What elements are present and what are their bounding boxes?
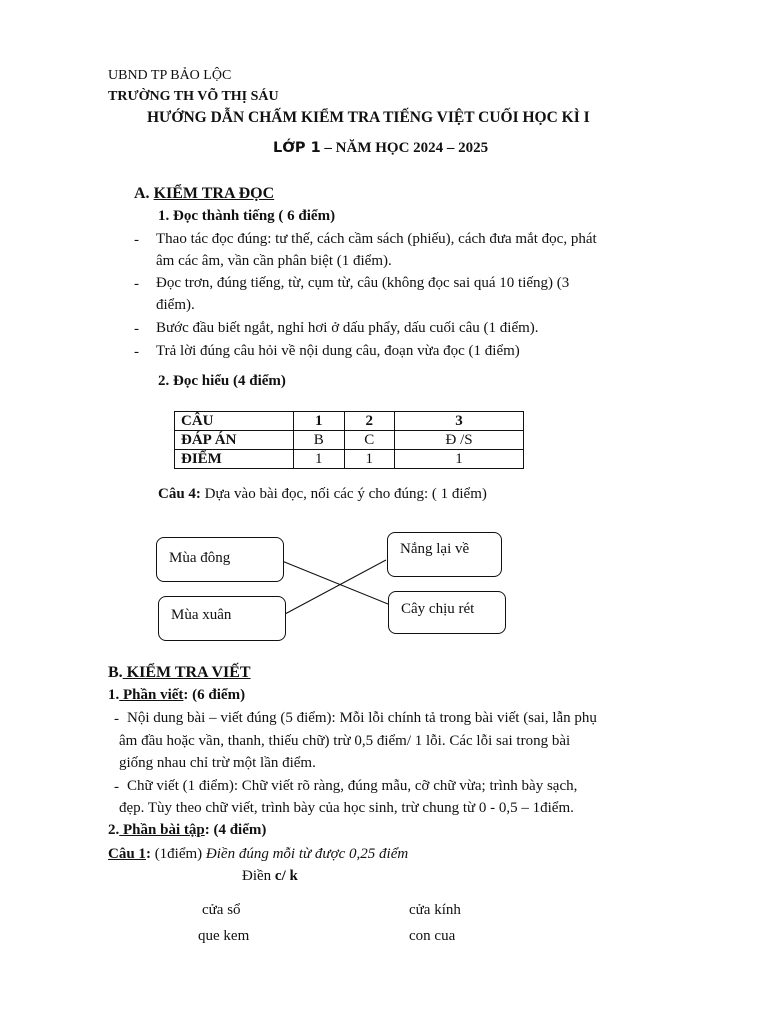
criterion-line: Trả lời đúng câu hỏi về nội dung câu, đoạn vừa đọc (1 điểm): [156, 343, 520, 359]
school-year: – NĂM HỌC 2024 – 2025: [320, 140, 489, 156]
match-box-text: Cây chịu rét: [401, 601, 475, 617]
grade-label: LỚP 1: [273, 140, 321, 156]
part-points: : (6 điểm): [183, 687, 246, 703]
bullet-dash: -: [114, 711, 119, 727]
criterion-line: Bước đầu biết ngắt, nghỉ hơi ở dấu phẩy, dấu cuối câu (1 điểm).: [156, 320, 539, 336]
question-1-label: Câu 1: [108, 846, 146, 862]
answer-word: que kem: [198, 928, 250, 944]
table-cell: C: [344, 431, 395, 450]
question-4-text: Dựa vào bài đọc, nối các ý cho đúng: ( 1 điểm): [200, 486, 487, 502]
criterion-line: âm các âm, vần cần phân biệt (1 điểm).: [156, 253, 392, 269]
table-cell: 1: [294, 412, 345, 431]
table-cell: 1: [344, 450, 395, 469]
match-box-left: [156, 537, 284, 582]
table-cell: ĐIỂM: [175, 450, 294, 469]
match-box-text: Mùa đông: [169, 550, 231, 566]
match-box-left: [158, 596, 286, 641]
criterion-line: Nội dung bài – viết đúng (5 điểm): Mỗi lỗi chính tả trong bài viết (sai, lẫn phụ: [127, 710, 597, 726]
table-cell: 1: [395, 450, 524, 469]
section-b-prefix: B.: [108, 664, 123, 681]
section-a-prefix: A.: [134, 185, 154, 202]
school-name: TRƯỜNG TH VÕ THỊ SÁU: [108, 89, 279, 104]
table-cell: 1: [294, 450, 345, 469]
fill-label: Điền: [242, 868, 275, 884]
reading-aloud-title: 1. Đọc thành tiếng ( 6 điểm): [158, 208, 336, 224]
document-title: HƯỚNG DẪN CHẤM KIỂM TRA TIẾNG VIỆT CUỐI HỌC KÌ I: [147, 109, 590, 126]
bullet-dash: -: [134, 321, 139, 337]
section-b-title: KIỂM TRA VIẾT: [122, 664, 251, 681]
bullet-dash: -: [134, 344, 139, 360]
question-1-points: (1điểm): [150, 846, 206, 862]
part-number: 1.: [108, 687, 120, 703]
writing-part-title: [108, 687, 245, 704]
match-box-text: Nắng lại về: [400, 541, 470, 557]
bullet-dash: -: [134, 276, 139, 292]
reading-comprehension-title: 2. Đọc hiểu (4 điểm): [158, 373, 286, 389]
match-box-right: [388, 591, 506, 634]
criterion-line: đẹp. Tùy theo chữ viết, trình bày của học sinh, trừ chung từ 0 - 0,5 – 1điểm.: [119, 800, 574, 816]
criterion-line: điểm).: [156, 297, 195, 313]
fill-letters: c/ k: [274, 868, 298, 884]
section-a-title: KIỂM TRA ĐỌC: [153, 185, 275, 202]
criterion-line: Đọc trơn, đúng tiếng, từ, cụm từ, câu (không đọc sai quá 10 tiếng) (3: [156, 275, 570, 291]
criterion-line: Chữ viết (1 điểm): Chữ viết rõ ràng, đúng mẫu, cỡ chữ vừa; trình bày sạch,: [127, 778, 578, 794]
table-cell: B: [294, 431, 345, 450]
answer-word: cửa kính: [409, 902, 461, 918]
criterion-line: âm đầu hoặc vần, thanh, thiếu chữ) trừ 0,5 điểm/ 1 lỗi. Các lỗi sai trong bài: [119, 733, 571, 749]
fill-instruction: [242, 868, 298, 885]
answer-word: con cua: [409, 928, 456, 944]
table-cell: CÂU: [175, 412, 294, 431]
authority-name: UBND TP BẢO LỘC: [108, 68, 232, 83]
bullet-dash: -: [134, 232, 139, 248]
table-cell: 3: [395, 412, 524, 431]
table-cell: Đ /S: [395, 431, 524, 450]
table-cell: 2: [344, 412, 395, 431]
criterion-line: giống nhau chỉ trừ một lần điểm.: [119, 755, 316, 771]
match-box-text: Mùa xuân: [171, 607, 232, 623]
exercise-question-1: [108, 846, 408, 863]
answer-word: cửa sổ: [202, 902, 241, 918]
question-4-label: Câu 4:: [158, 486, 201, 502]
exercise-part-title: [108, 822, 266, 839]
part-label: Phần bài tập: [119, 822, 205, 838]
part-points: : (4 điểm): [204, 822, 267, 838]
question-1-colon: :: [145, 846, 151, 862]
part-number: 2.: [108, 822, 120, 838]
question-1-instruction: Điền đúng mỗi từ được 0,25 điểm: [205, 846, 409, 862]
match-box-right: [387, 532, 502, 577]
table-cell: ĐÁP ÁN: [175, 431, 294, 450]
section-b-heading: [108, 664, 251, 682]
criterion-line: Thao tác đọc đúng: tư thế, cách cầm sách (phiếu), cách đưa mắt đọc, phát: [156, 231, 597, 247]
bullet-dash: -: [114, 779, 119, 795]
part-label: Phần viết: [119, 687, 184, 703]
